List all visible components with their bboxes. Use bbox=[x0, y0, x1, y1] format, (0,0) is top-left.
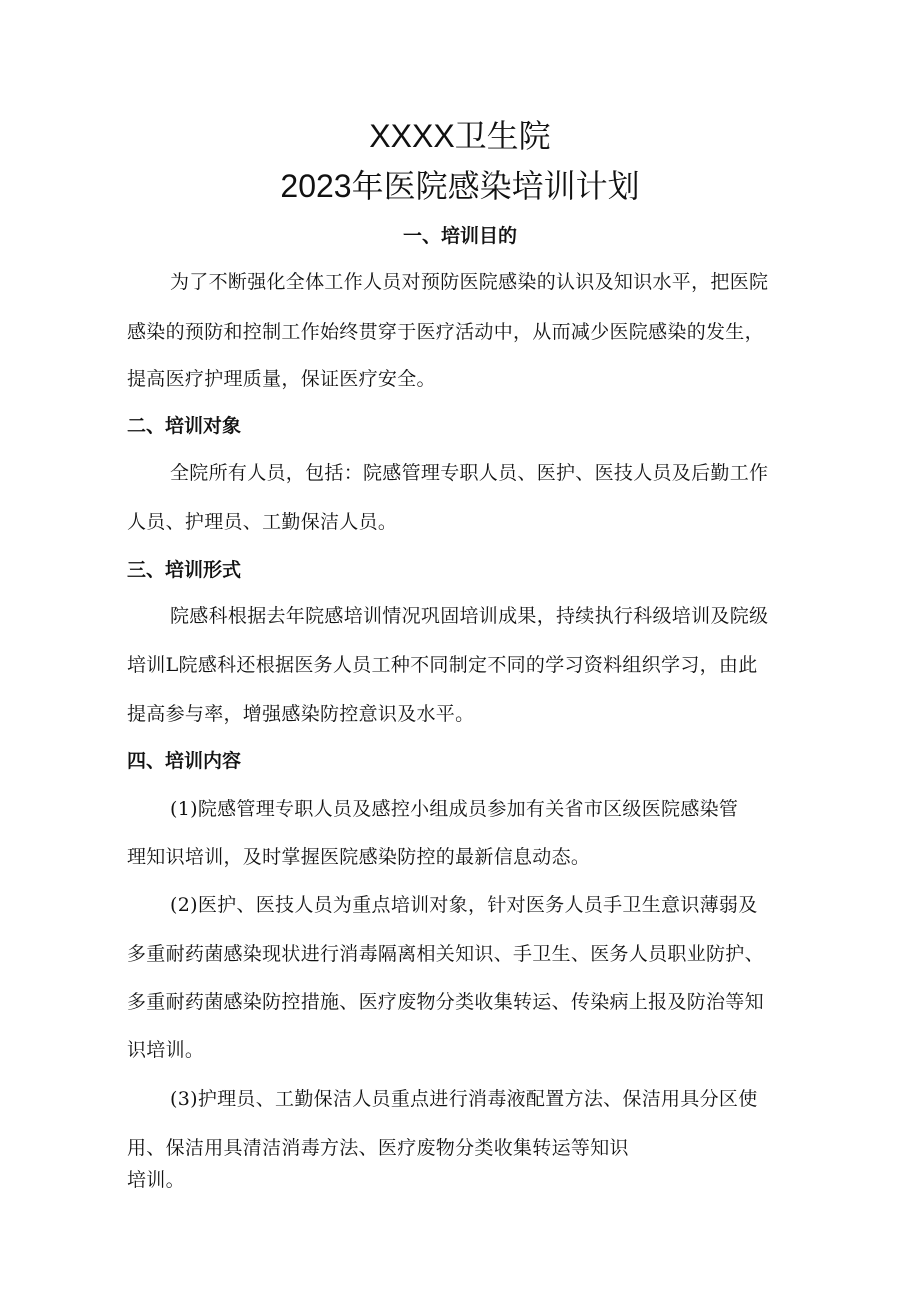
list-item-line: 用、保洁用具清洁消毒方法、医疗废物分类收集转运等知识 bbox=[127, 1137, 629, 1159]
section-heading-audience: 二、培训对象 bbox=[127, 415, 242, 437]
paragraph-line: 人员、护理员、工勤保洁人员。 bbox=[127, 511, 398, 533]
section-heading-format: 三、培训形式 bbox=[127, 559, 242, 581]
list-item-line: 多重耐药菌感染现状进行消毒隔离相关知识、手卫生、医务人员职业防护、 bbox=[127, 943, 764, 965]
list-item-line: 多重耐药菌感染防控措施、医疗废物分类收集转运、传染病上报及防治等知 bbox=[127, 991, 764, 1013]
paragraph-line: 全院所有人员，包括：院感管理专职人员、医护、医技人员及后勤工作 bbox=[170, 462, 769, 484]
list-item-line: 理知识培训，及时掌握医院感染防控的最新信息动态。 bbox=[127, 846, 591, 868]
section-heading-content: 四、培训内容 bbox=[127, 750, 242, 772]
paragraph-line: 为了不断强化全体工作人员对预防医院感染的认识及知识水平，把医院 bbox=[170, 271, 769, 293]
paragraph-line: 感染的预防和控制工作始终贯穿于医疗活动中，从而减少医院感染的发生， bbox=[127, 321, 764, 343]
document-title-plan: 2023年医院感染培训计划 bbox=[280, 168, 640, 204]
list-item-line: 识培训。 bbox=[127, 1039, 205, 1061]
list-item-line: (3)护理员、工勤保洁人员重点进行消毒液配置方法、保洁用具分区使 bbox=[170, 1088, 758, 1110]
paragraph-line: 培训L院感科还根据医务人员工种不同制定不同的学习资料组织学习，由此 bbox=[127, 654, 758, 676]
list-item-line: 培训。 bbox=[127, 1169, 185, 1191]
list-item-line: (2)医护、医技人员为重点培训对象，针对医务人员手卫生意识薄弱及 bbox=[170, 894, 758, 916]
section-heading-purpose: 一、培训目的 bbox=[402, 225, 517, 247]
paragraph-line: 提高参与率，增强感染防控意识及水平。 bbox=[127, 703, 475, 725]
paragraph-line: 院感科根据去年院感培训情况巩固培训成果，持续执行科级培训及院级 bbox=[170, 605, 769, 627]
document-title-hospital: XXXX卫生院 bbox=[369, 118, 551, 154]
list-item-line: (1)院感管理专职人员及感控小组成员参加有关省市区级医院感染管 bbox=[170, 798, 739, 820]
paragraph-line: 提高医疗护理质量，保证医疗安全。 bbox=[127, 368, 436, 390]
